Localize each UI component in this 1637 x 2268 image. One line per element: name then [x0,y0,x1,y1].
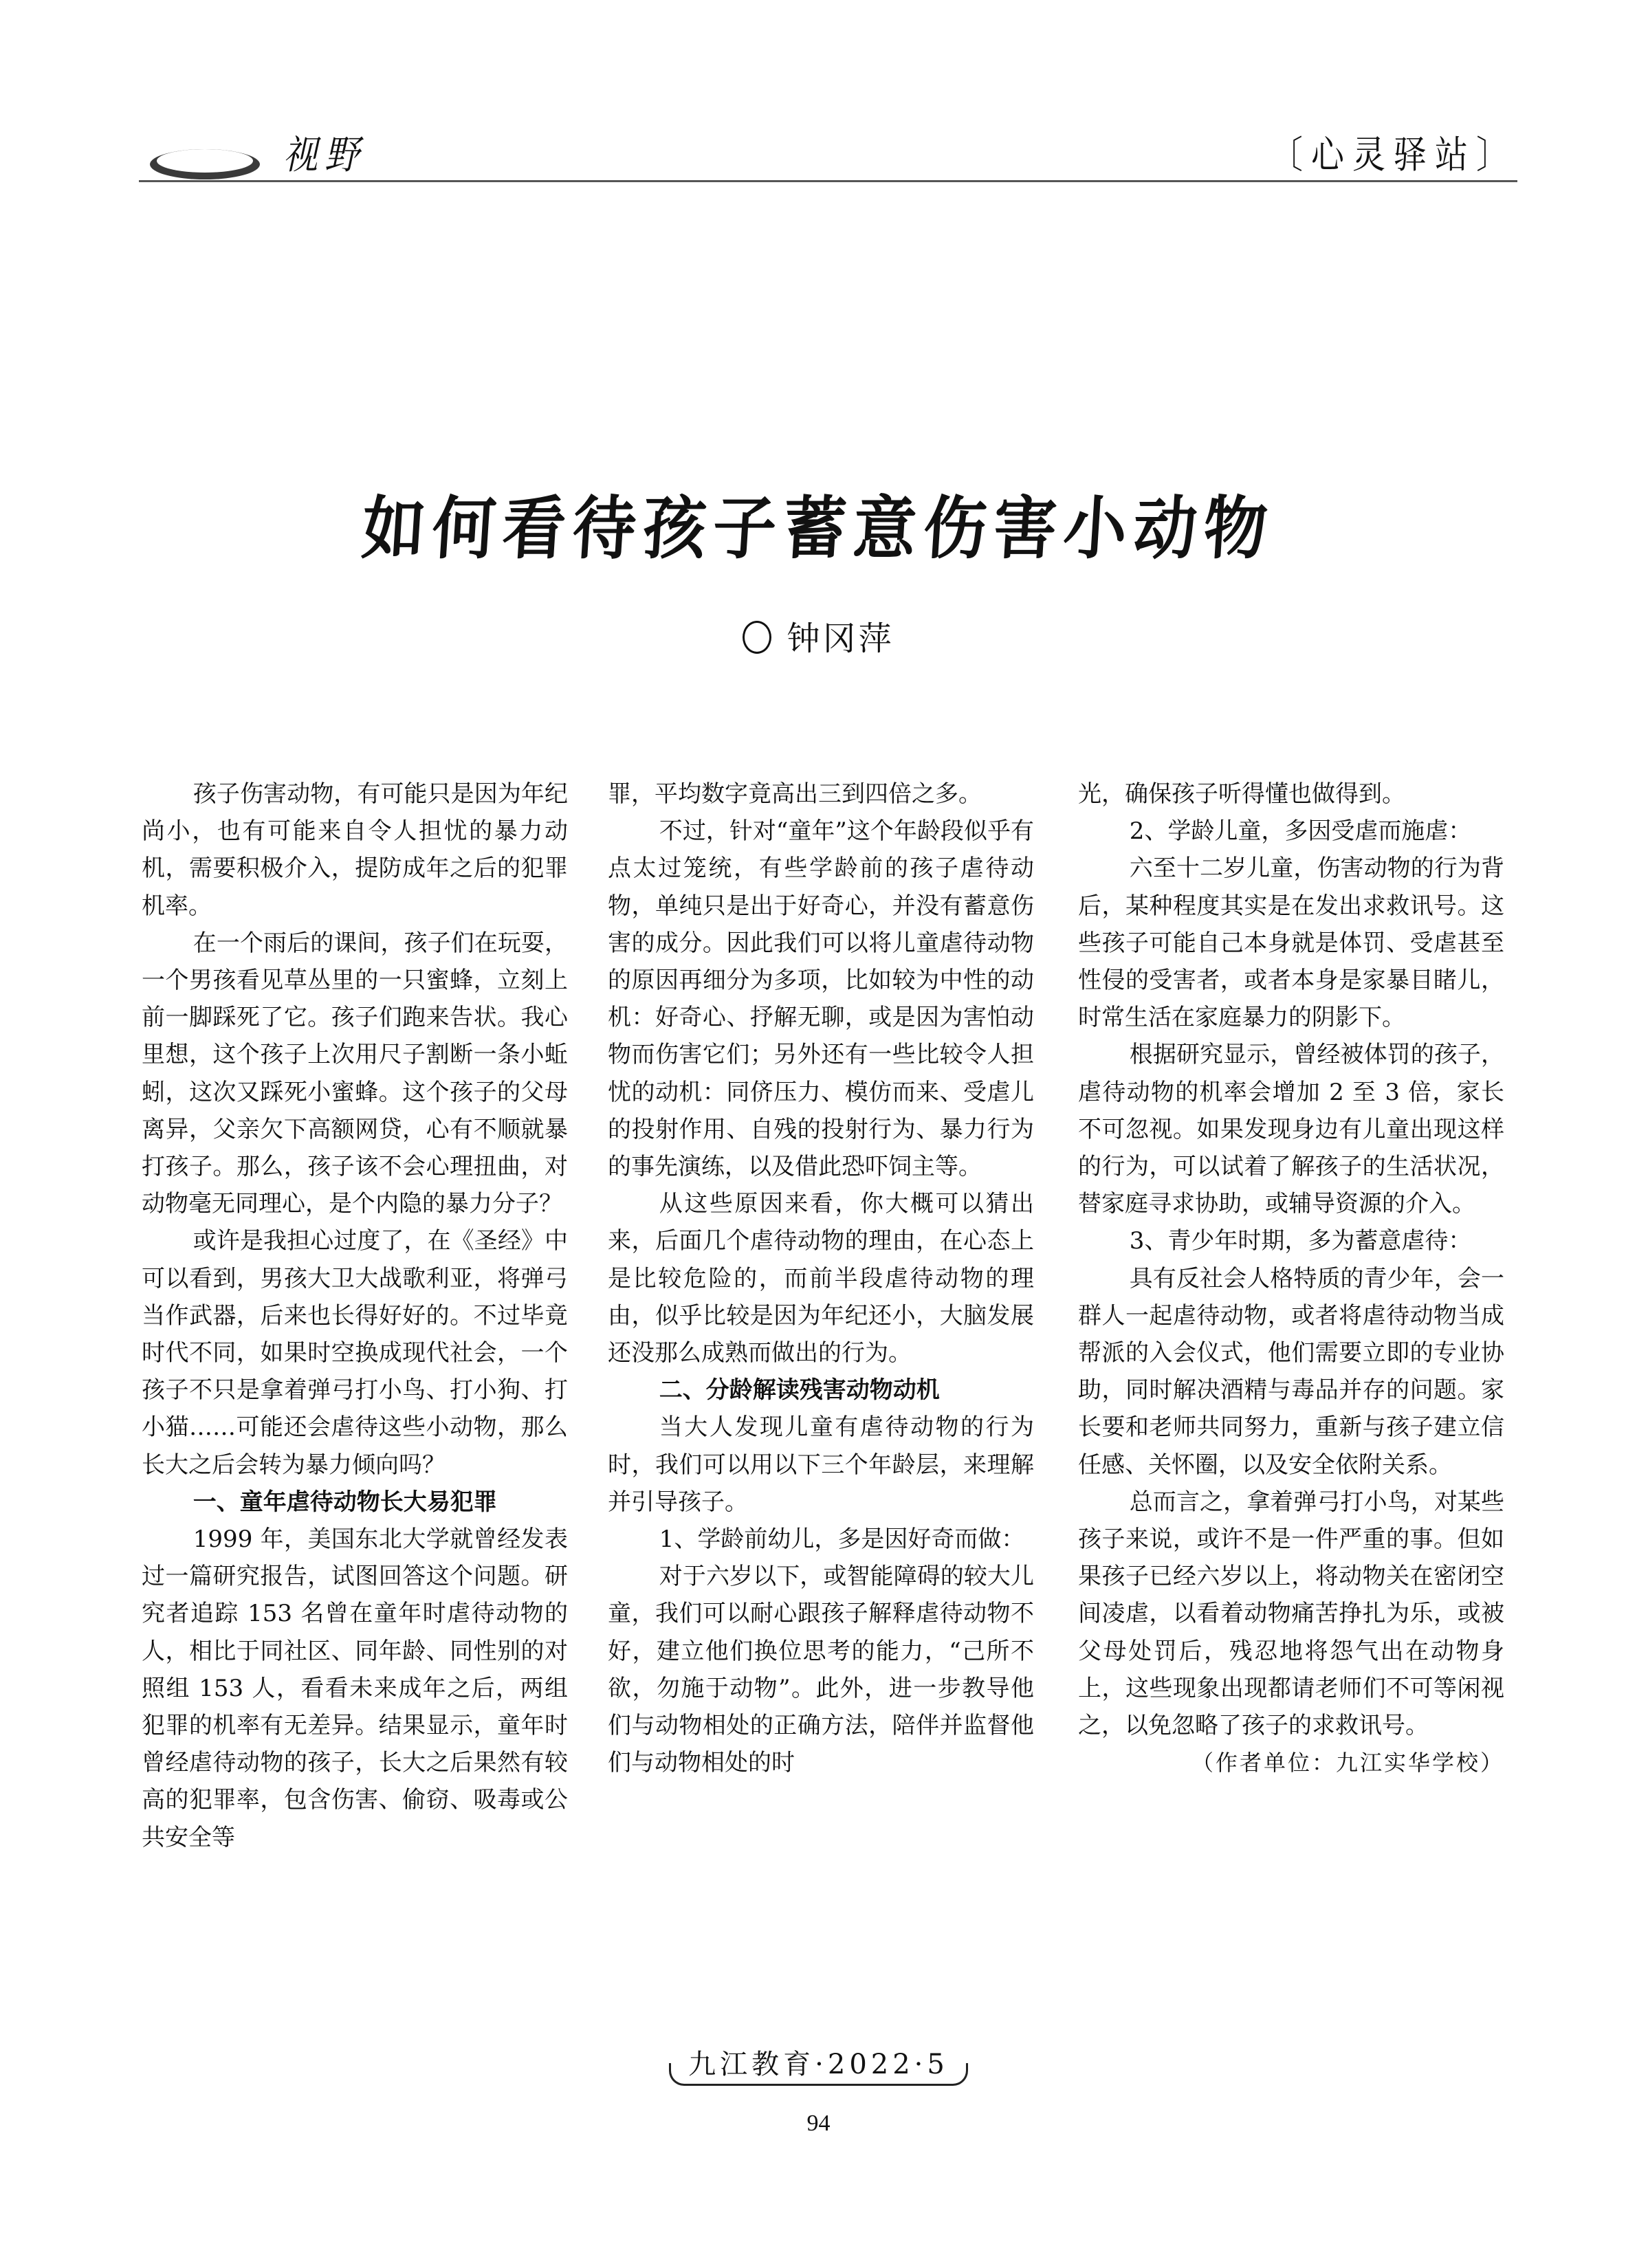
paragraph: 3、青少年时期，多为蓄意虐待： [1129,1227,1472,1255]
journal-issue-text: 九江教育·2022·5 [688,2049,949,2080]
crescent-ring-icon [147,147,263,181]
paragraph-continuation: 罪，平均数字竟高出三到四倍之多。 [608,780,982,808]
byline [0,612,1637,659]
footer-bracket-decoration [669,2063,968,2086]
page-footer [0,2047,1637,2137]
running-header [139,132,1517,182]
journal-issue [669,2047,968,2086]
paragraph: 六至十二岁儿童，伤害动物的行为背后，某种程度其实是在发出求救讯号。这些孩子可能自己本身就是体罚、受虐甚至性侵的受害者，或者本身是家暴目睹儿，时常生活在家庭暴力的阴影下。 [1078,855,1504,1032]
section-heading: 一、童年虐待动物长大易犯罪 [193,1488,497,1516]
column-3 [1078,775,1504,1781]
paragraph: 根据研究显示，曾经被体罚的孩子，虐待动物的机率会增加 2 至 3 倍，家长不可忽视。如果发现身边有儿童出现这样的行为，可以试着了解孩子的生活状况，替家庭寻求协助，或辅导资源的介入。 [1078,1041,1504,1218]
paragraph: 当大人发现儿童有虐待动物的行为时，我们可以用以下三个年龄层，来理解并引导孩子。 [608,1413,1034,1516]
page-number: 94 [806,2111,831,2136]
column-name: 〔心灵驿站〕 [1269,133,1517,177]
paragraph: 或许是我担心过度了，在《圣经》中可以看到，男孩大卫大战歌利亚，将弹弓当作武器，后来也长得好好的。不过毕竟时代不同，如果时空换成现代社会，一个孩子不只是拿着弹弓打小鸟、打小狗、打小猫……可能还会虐待这些小动物，那么长大之后会转为暴力倾向吗？ [142,1227,568,1479]
paragraph: 孩子伤害动物，有可能只是因为年纪尚小，也有可能来自令人担忧的暴力动机，需要积极介入，提防成年之后的犯罪机率。 [142,780,568,920]
paragraph-continuation: 光，确保孩子听得懂也做得到。 [1078,780,1405,808]
section-heading: 二、分龄解读残害动物动机 [659,1376,940,1405]
article-title: 如何看待孩子蓄意伤害小动物 [360,489,1277,569]
paragraph: 具有反社会人格特质的青少年，会一群人一起虐待动物，或者将虐待动物当成帮派的入会仪式，他们需要立即的专业协助，同时解决酒精与毒品并存的问题。家长要和老师共同努力，重新与孩子建立信任感、关怀圈，以及安全依附关系。 [1078,1264,1504,1479]
section-name: 视野 [283,132,366,178]
paragraph: 总而言之，拿着弹弓打小鸟，对某些孩子来说，或许不是一件严重的事。但如果孩子已经六岁以上，将动物关在密闭空间凌虐，以看着动物痛苦挣扎为乐，或被父母处罚后，残忍地将怨气出在动物身上，这些现象出现都请老师们不可等闲视之，以免忽略了孩子的求救讯号。 [1078,1488,1504,1740]
paragraph: 在一个雨后的课间，孩子们在玩耍，一个男孩看见草丛里的一只蜜蜂，立刻上前一脚踩死了它。孩子们跑来告状。我心里想，这个孩子上次用尺子割断一条小蚯蚓，这次又踩死小蜜蜂。这个孩子的父母离异，父亲欠下高额网贷，心有不顺就暴打孩子。那么，孩子该不会心理扭曲，对动物毫无同理心，是个内隐的暴力分子？ [142,929,568,1218]
paragraph: 1999 年，美国东北大学就曾经发表过一篇研究报告，试图回答这个问题。研究者追踪 153 名曾在童年时虐待动物的人，相比于同社区、同年龄、同性别的对照组 153 人，看看未来成年之后，两组犯罪的机率有无差异。结果显示，童年时曾经虐待动物的孩子，长大之后果然有较高的犯罪率，包含伤害、偷窃、吸毒或公共安全等 [142,1526,568,1851]
author-name: 钟冈萍 [787,619,894,658]
paragraph: 1、学龄前幼儿，多是因好奇而做： [659,1526,1025,1554]
paragraph: 不过，针对“童年”这个年龄段似乎有点太过笼统，有些学龄前的孩子虐待动物，单纯只是出于好奇心，并没有蓄意伤害的成分。因此我们可以将儿童虐待动物的原因再细分为多项，比如较为中性的动机：好奇心、抒解无聊，或是因为害怕动物而伤害它们；另外还有一些比较令人担忧的动机：同侪压力、模仿而来、受虐儿的投射作用、自残的投射行为、暴力行为的事先演练，以及借此恐吓饲主等。 [608,817,1034,1181]
paragraph: 从这些原因来看，你大概可以猜出来，后面几个虐待动物的理由，在心态上是比较危险的，而前半段虐待动物的理由，似乎比较是因为年纪还小，大脑发展还没那么成熟而做出的行为。 [608,1190,1034,1367]
paragraph: 2、学龄儿童，多因受虐而施虐： [1129,817,1472,846]
byline-circle-icon [743,621,771,654]
column-1 [142,775,568,1856]
author-affiliation: （作者单位：九江实华学校） [1191,1750,1504,1776]
paragraph: 对于六岁以下，或智能障碍的较大儿童，我们可以耐心跟孩子解释虐待动物不好，建立他们换位思考的能力，“己所不欲，勿施于动物”。此外，进一步教导他们与动物相处的正确方法，陪伴并监督他们与动物相处的时 [608,1563,1034,1777]
column-2 [608,775,1034,1781]
